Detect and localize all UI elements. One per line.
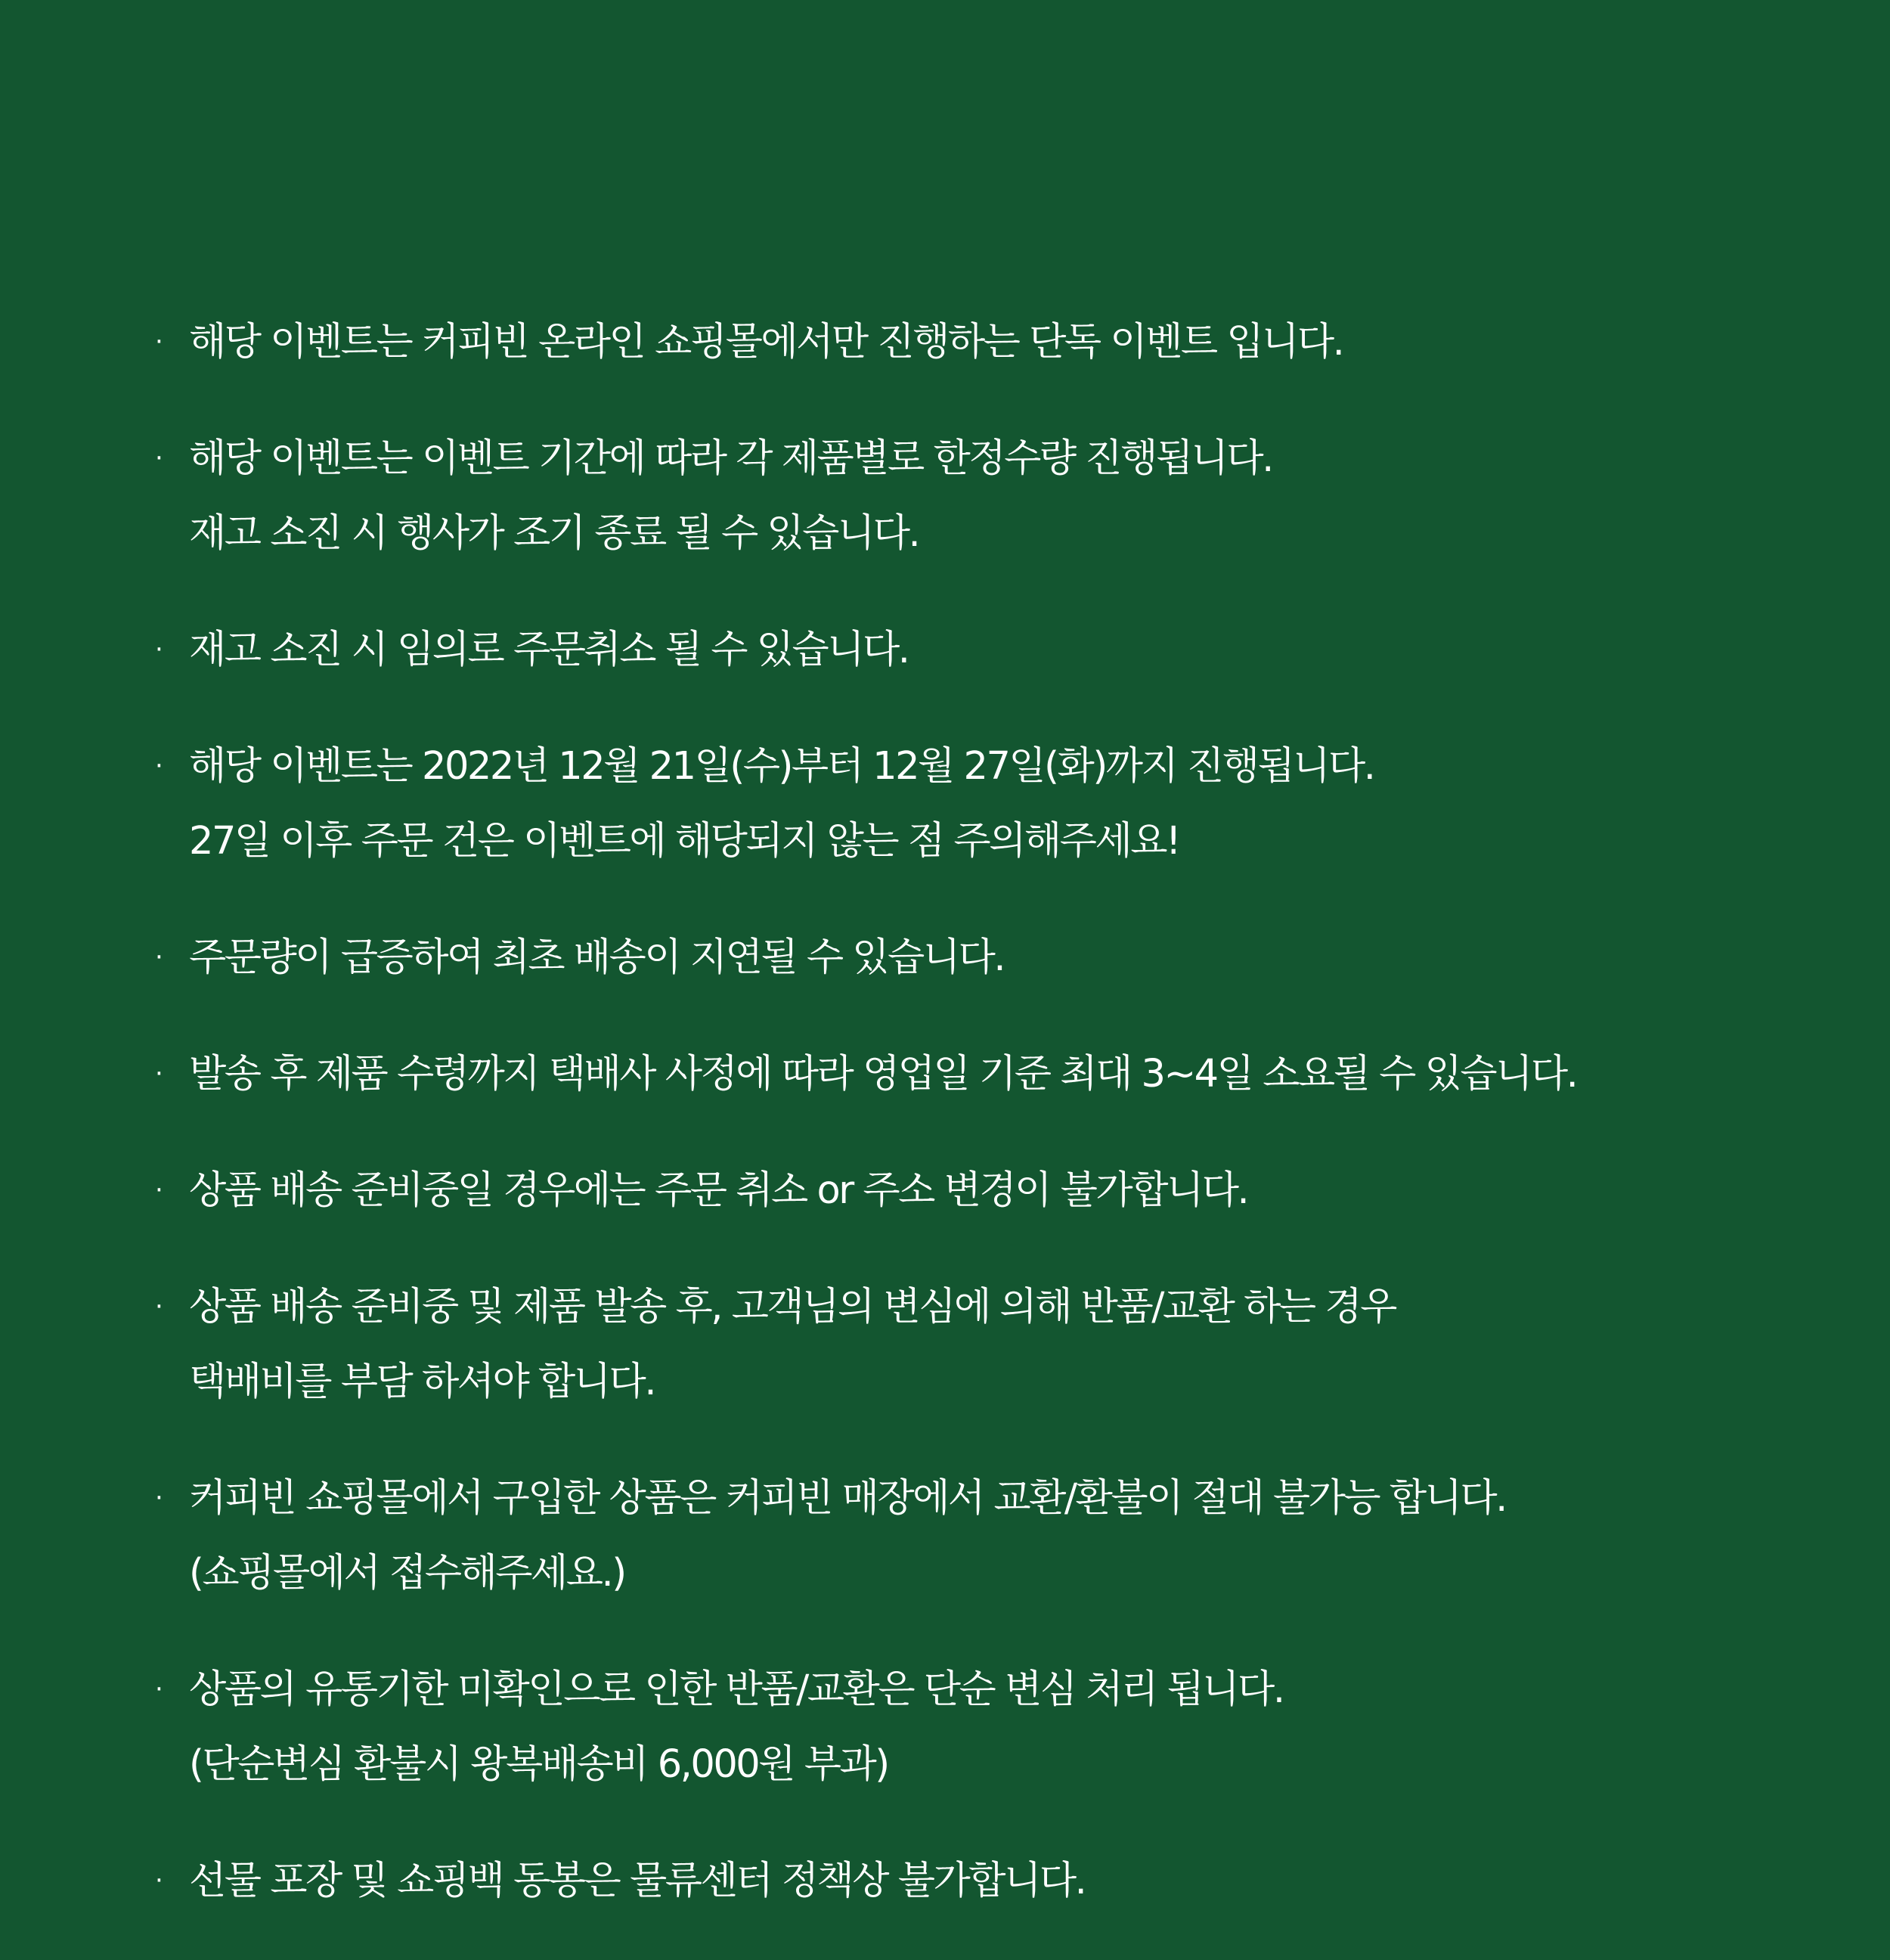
notice-line: 27일 이후 주문 건은 이벤트에 해당되지 않는 점 주의해주세요! <box>189 819 1179 864</box>
notice-line: 해당 이벤트는 2022년 12월 21일(수)부터 12월 27일(화)까지 진행됩니다. <box>189 744 1374 789</box>
notice-item <box>155 1037 1848 1112</box>
notice-line: (단순변심 환불시 왕복배송비 6,000원 부과) <box>189 1742 888 1787</box>
bullet-icon: · <box>155 751 163 781</box>
notice-line: 해당 이벤트는 커피빈 온라인 쇼핑몰에서만 진행하는 단독 이벤트 입니다. <box>189 320 1343 364</box>
notice-item <box>155 729 1848 879</box>
bullet-icon: · <box>155 443 163 473</box>
bullet-icon: · <box>155 1175 163 1205</box>
notice-line: 주문량이 급증하여 최초 배송이 지연될 수 있습니다. <box>189 935 1005 980</box>
notice-line: 해당 이벤트는 이벤트 기간에 따라 각 제품별로 한정수량 진행됩니다. <box>189 436 1272 481</box>
bullet-icon: · <box>155 327 163 357</box>
notice-line: 상품 배송 준비중일 경우에는 주문 취소 or 주소 변경이 불가합니다. <box>189 1168 1248 1213</box>
notice-line: (쇼핑몰에서 접수해주세요.) <box>189 1551 625 1596</box>
notice-line: 상품 배송 준비중 및 제품 발송 후, 고객님의 변심에 의해 반품/교환 하는 경우 <box>189 1285 1396 1329</box>
notice-item <box>155 1844 1848 1918</box>
notice-item <box>155 305 1848 380</box>
notice-item <box>155 1270 1848 1419</box>
notice-line: 택배비를 부담 하셔야 합니다. <box>189 1360 655 1404</box>
bullet-icon: · <box>155 634 163 665</box>
notice-item <box>155 1652 1848 1802</box>
notice-item <box>155 612 1848 687</box>
bullet-icon: · <box>155 942 163 972</box>
notice-item <box>155 1461 1848 1611</box>
bullet-icon: · <box>155 1865 163 1896</box>
notice-item <box>155 421 1848 571</box>
notice-line: 선물 포장 및 쇼핑백 동봉은 물류센터 정책상 불가합니다. <box>189 1859 1086 1903</box>
bullet-icon: · <box>155 1674 163 1704</box>
bullet-icon: · <box>155 1292 163 1322</box>
notice-item <box>155 1153 1848 1228</box>
notice-item <box>155 920 1848 995</box>
bullet-icon: · <box>155 1059 163 1089</box>
notice-line: 상품의 유통기한 미확인으로 인한 반품/교환은 단순 변심 처리 됩니다. <box>189 1667 1284 1712</box>
notice-line: 커피빈 쇼핑몰에서 구입한 상품은 커피빈 매장에서 교환/환불이 절대 불가능 합니다. <box>189 1476 1506 1521</box>
bullet-icon: · <box>155 1483 163 1513</box>
notice-list <box>155 305 1848 1960</box>
notice-line: 재고 소진 시 임의로 주문취소 될 수 있습니다. <box>189 628 909 672</box>
notice-line: 발송 후 제품 수령까지 택배사 사정에 따라 영업일 기준 최대 3~4일 소요될 수 있습니다. <box>189 1052 1577 1096</box>
notice-line: 재고 소진 시 행사가 조기 종료 될 수 있습니다. <box>189 511 919 556</box>
